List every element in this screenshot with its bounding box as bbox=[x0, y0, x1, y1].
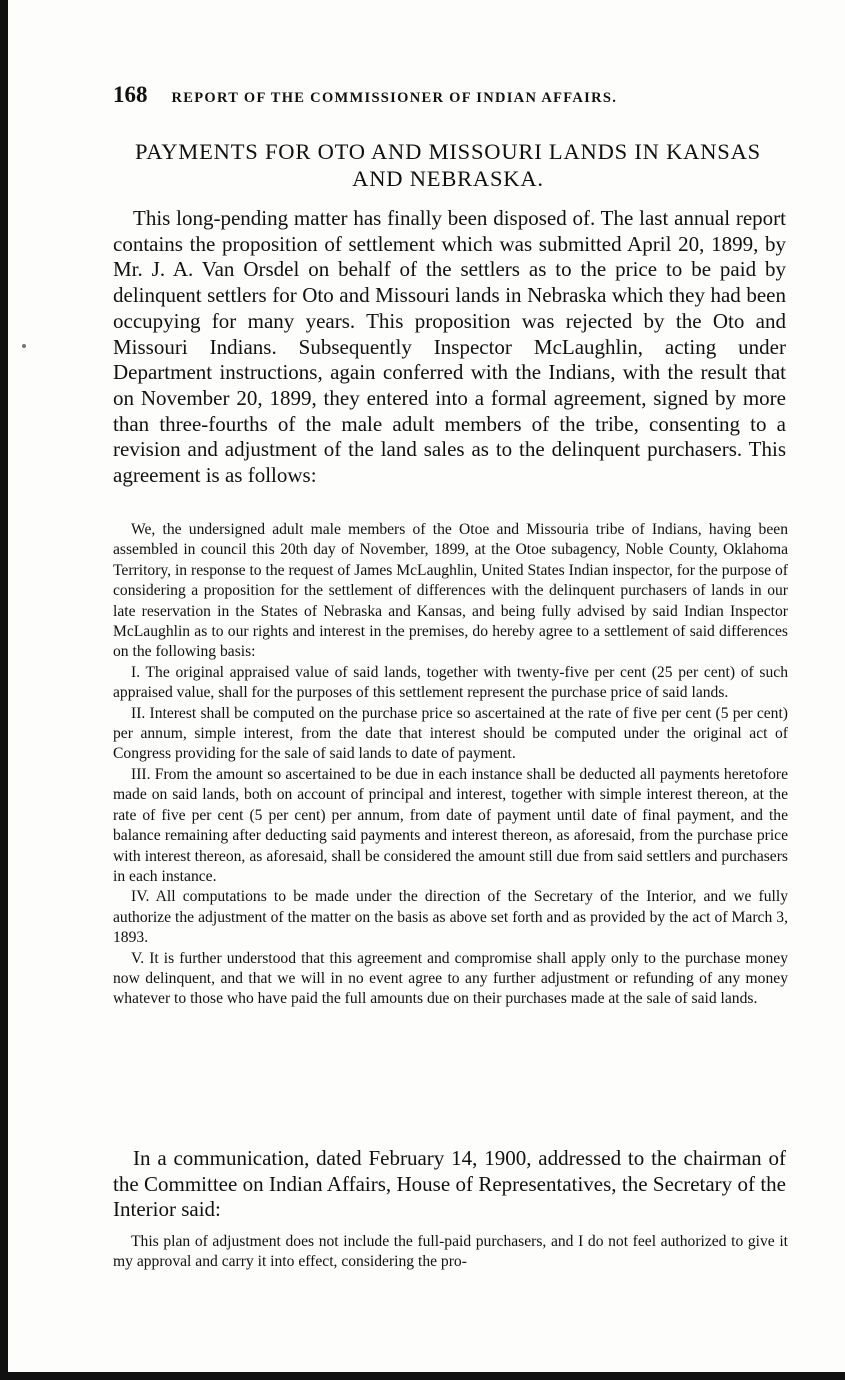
section-title bbox=[108, 138, 788, 192]
agreement-item-3: III. From the amount so ascertained to be due in each instance shall be deducted all payments heretofore made on said lands, both on account of principal and interest, together with simple interest thereon, at the rate of five per cent (5 per cent) per annum, from date of payment until date of final payment, and the balance remaining after deducting said payments and interest thereon, as aforesaid, from the purchase price with interest thereon, as aforesaid, shall be considered the amount still due from said settlers and purchasers in each instance. bbox=[113, 765, 788, 885]
body-paragraph-1: This long-pending matter has finally been disposed of. The last annual report contains the proposition of settlement which was submitted April 20, 1899, by Mr. J. A. Van Orsdel on behalf of the settlers as to the price to be paid by delinquent settlers for Oto and Missouri lands in Nebraska which they had been occupying for many years. This proposition was rejected by the Oto and Missouri Indians. Subsequently Inspector McLaughlin, acting under Department instructions, again conferred with the Indians, with the result that on November 20, 1899, they entered into a formal agreement, signed by more than three-fourths of the male adult members of the tribe, consenting to a revision and adjustment of the land sales as to the delinquent purchasers. This agreement is as follows: bbox=[113, 206, 786, 488]
agreement-item-4: IV. All computations to be made under the direction of the Secretary of the Interior, and we fully authorize the adjustment of the matter on the basis as above set forth and as provided by the act of March 3, 1893. bbox=[113, 888, 788, 947]
page-header bbox=[113, 82, 753, 110]
section-title-line-2: AND NEBRASKA. bbox=[352, 166, 544, 191]
secretary-quote bbox=[113, 1232, 788, 1273]
agreement-item-1: I. The original appraised value of said lands, together with twenty-five per cent (25 per cent) of such appraised value, shall for the purposes of this settlement represent the purchase price of said lands. bbox=[113, 663, 788, 702]
section-title-line-1: PAYMENTS FOR OTO AND MISSOURI LANDS IN KANSAS bbox=[135, 139, 761, 164]
body-paragraph-2: In a communication, dated February 14, 1900, addressed to the chairman of the Committee on Indian Affairs, House of Representatives, the Secretary of the Interior said: bbox=[113, 1146, 786, 1222]
secretary-quote-text: This plan of adjustment does not include the full-paid purchasers, and I do not feel authorized to give it my approval and carry it into effect, considering the pro- bbox=[113, 1233, 788, 1271]
running-head: REPORT OF THE COMMISSIONER OF INDIAN AFFAIRS. bbox=[171, 90, 618, 106]
agreement-quote bbox=[113, 520, 788, 1010]
agreement-intro: We, the undersigned adult male members of the Otoe and Missouria tribe of Indians, having been assembled in council this 20th day of November, 1899, at the Otoe subagency, Noble County, Oklahoma Territory, in response to the request of James McLaughlin, United States Indian inspector, for the purpose of considering a proposition for the settlement of differences with the delinquent purchasers of lands in our late reservation in the States of Nebraska and Kansas, and being fully advised by said Indian Inspector McLaughlin as to our rights and interest in the premises, do hereby agree to a settlement of said differences on the following basis: bbox=[113, 521, 788, 661]
agreement-item-2: II. Interest shall be computed on the purchase price so ascertained at the rate of five per cent (5 per cent) per annum, simple interest, from the date that interest should be computed under the original act of Congress providing for the sale of said lands to date of payment. bbox=[113, 704, 788, 763]
scan-bottom-edge bbox=[0, 1372, 845, 1380]
scan-edge bbox=[0, 0, 8, 1380]
page-number: 168 bbox=[113, 82, 148, 107]
scan-speck bbox=[22, 344, 26, 348]
agreement-item-5: V. It is further understood that this agreement and compromise shall apply only to the purchase money now delinquent, and that we will in no event agree to any further adjustment or refunding of any money whatever to those who have paid the full amounts due on their purchases made at the sale of said lands. bbox=[113, 949, 788, 1008]
